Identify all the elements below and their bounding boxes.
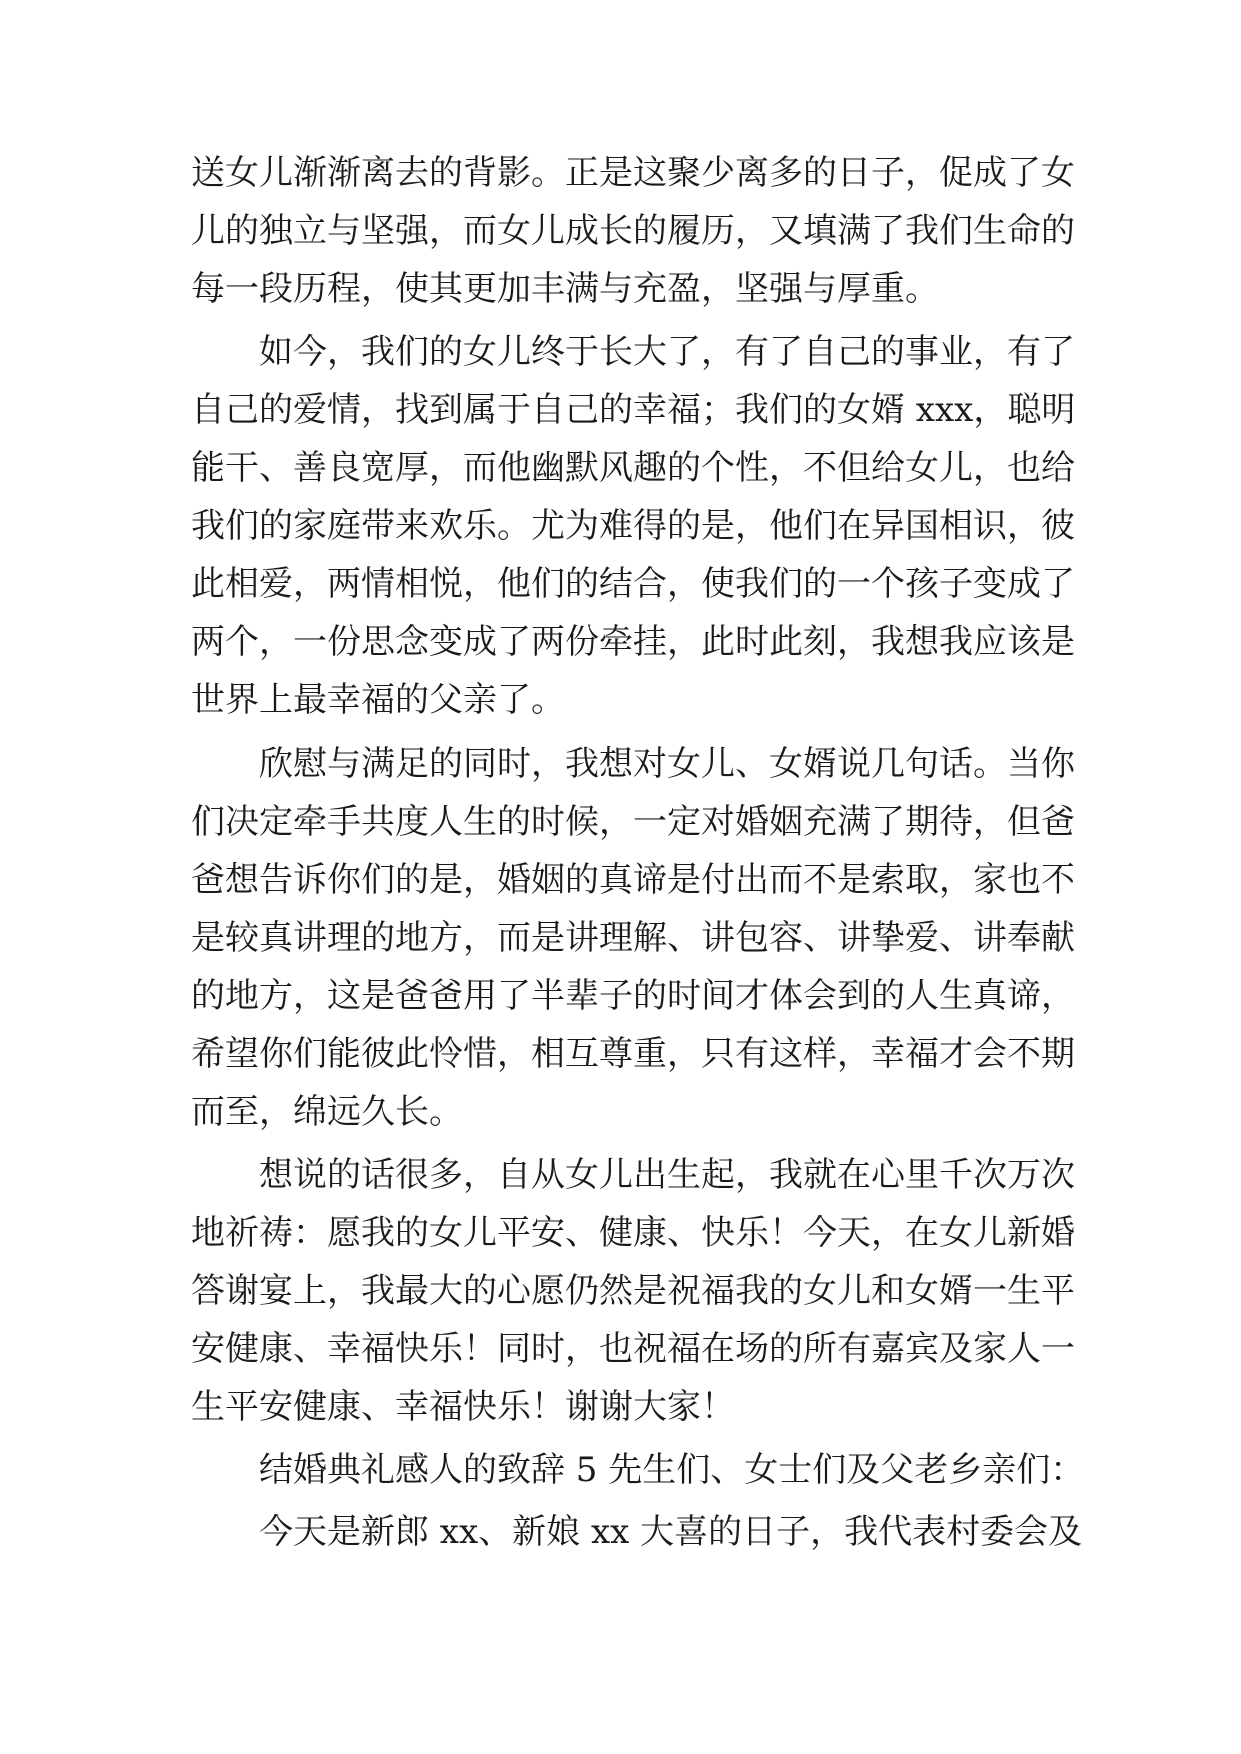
paragraph-line: 如今，我们的女儿终于长大了，有了自己的事业，有了	[259, 332, 1075, 372]
paragraph-line: 每一段历程，使其更加丰满与充盈，坚强与厚重。	[191, 269, 939, 309]
paragraph-line: 能干、善良宽厚，而他幽默风趣的个性，不但给女儿，也给	[191, 448, 1075, 488]
paragraph-line: 今天是新郎 xx、新娘 xx 大喜的日子，我代表村委会及	[259, 1512, 1083, 1552]
paragraph-line: 想说的话很多，自从女儿出生起，我就在心里千次万次	[259, 1155, 1075, 1195]
paragraph-line: 送女儿渐渐离去的背影。正是这聚少离多的日子，促成了女	[191, 153, 1075, 193]
paragraph-line: 世界上最幸福的父亲了。	[191, 680, 565, 720]
paragraph-line: 结婚典礼感人的致辞 5 先生们、女士们及父老乡亲们：	[259, 1450, 1085, 1490]
paragraph-line: 是较真讲理的地方，而是讲理解、讲包容、讲挚爱、讲奉献	[191, 918, 1075, 958]
paragraph-line: 希望你们能彼此怜惜，相互尊重，只有这样，幸福才会不期	[191, 1034, 1075, 1074]
paragraph-line: 地祈祷：愿我的女儿平安、健康、快乐！今天，在女儿新婚	[191, 1213, 1075, 1253]
paragraph-line: 儿的独立与坚强，而女儿成长的履历，又填满了我们生命的	[191, 211, 1075, 251]
paragraph-line: 而至，绵远久长。	[191, 1092, 463, 1132]
paragraph-line: 我们的家庭带来欢乐。尤为难得的是，他们在异国相识，彼	[191, 506, 1075, 546]
paragraph-line: 们决定牵手共度人生的时候，一定对婚姻充满了期待，但爸	[191, 802, 1075, 842]
paragraph-line: 的地方，这是爸爸用了半辈子的时间才体会到的人生真谛，	[191, 976, 1075, 1016]
paragraph-line: 欣慰与满足的同时，我想对女儿、女婿说几句话。当你	[259, 744, 1075, 784]
paragraph-line: 爸想告诉你们的是，婚姻的真谛是付出而不是索取，家也不	[191, 860, 1075, 900]
paragraph-line: 生平安健康、幸福快乐！谢谢大家！	[191, 1387, 735, 1427]
paragraph-line: 自己的爱情，找到属于自己的幸福；我们的女婿 xxx，聪明	[191, 390, 1076, 430]
paragraph-line: 安健康、幸福快乐！同时，也祝福在场的所有嘉宾及家人一	[191, 1329, 1075, 1369]
paragraph-line: 此相爱，两情相悦，他们的结合，使我们的一个孩子变成了	[191, 564, 1075, 604]
paragraph-line: 答谢宴上，我最大的心愿仍然是祝福我的女儿和女婿一生平	[191, 1271, 1075, 1311]
paragraph-line: 两个，一份思念变成了两份牵挂，此时此刻，我想我应该是	[191, 622, 1075, 662]
